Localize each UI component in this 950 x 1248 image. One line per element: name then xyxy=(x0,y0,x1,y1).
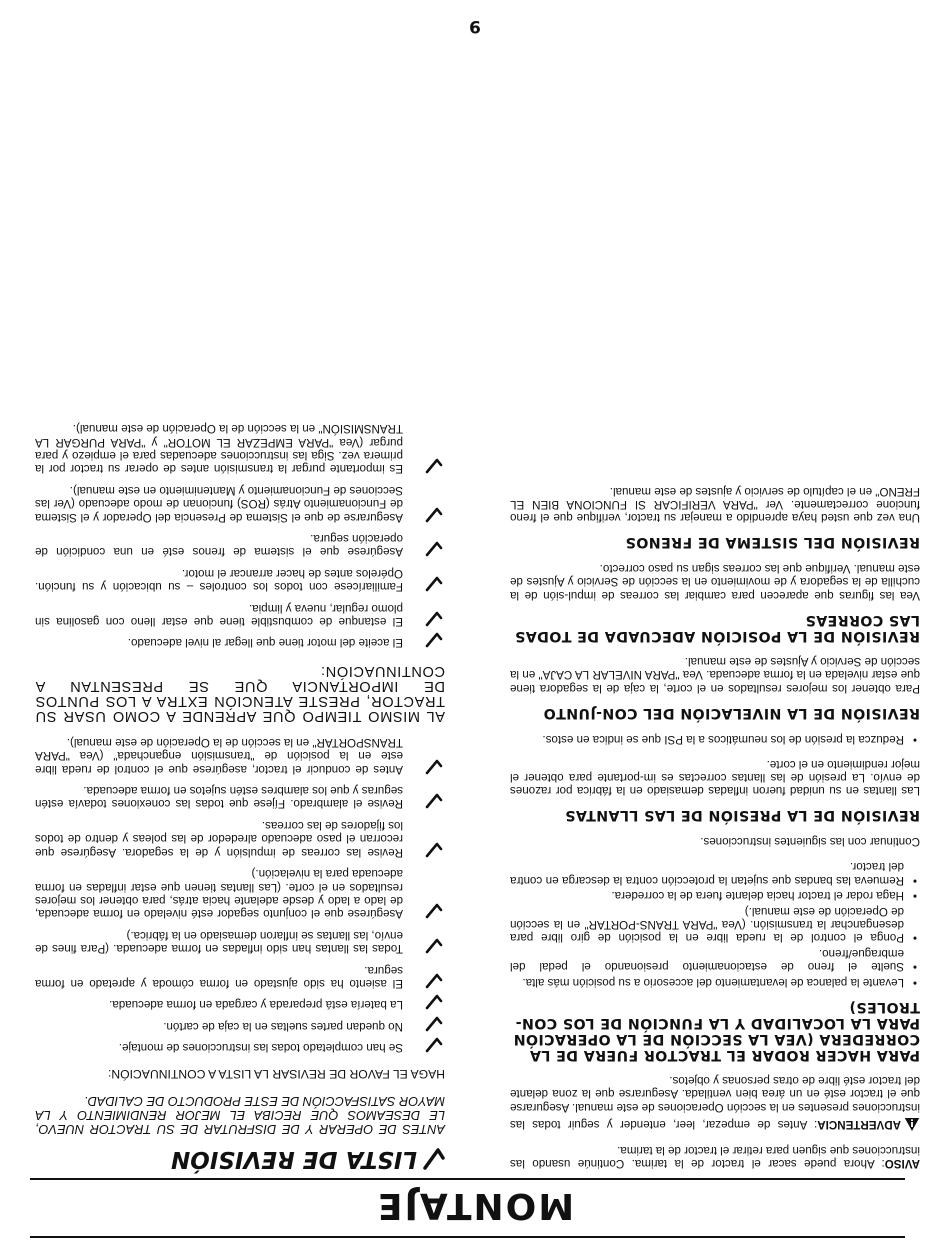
checklist-b xyxy=(35,422,445,650)
checkmark-icon xyxy=(417,1148,445,1170)
checklist-item xyxy=(35,928,445,955)
section-title-nivelacion: REVISIÓN DE LA NIVELACIÓN DEL CON-JUNTO xyxy=(543,704,920,721)
nivelacion-text: Para obtener los mejores resultados en el corte, la caja de la segadora tiene que estar nivelada en la forma adecuada. Vea "PARA NIVELAR LA CAJA" en la sección de Servicio y Ajustes de este manual. xyxy=(510,655,920,695)
header-bottom-rule xyxy=(30,1178,905,1180)
checklist-item-text: Asegúrese que el conjunto segador esté nivelado en forma adecuada, de lado a lado y desde adelante hacia atrás, para obtener los mejores resultados en el corte. (Las llantas tienen que estar infladas en forma adecuada para la nivelación.) xyxy=(35,867,403,921)
aviso-paragraph xyxy=(510,1143,920,1170)
list-item: • Remueva las bandas que sujetan la protección contra la descarga en contra del tractor. xyxy=(510,860,920,887)
checkmark-icon xyxy=(425,903,443,919)
checkmark-icon xyxy=(425,611,443,627)
checklist-item xyxy=(35,532,445,559)
checkmark-icon xyxy=(425,973,443,989)
aviso-text: : Ahora puede sacar el tractor de la tarima. Continúe usando las instrucciones que siguen para retirar el tractor de la tarima. xyxy=(510,1143,920,1170)
checkmark-icon xyxy=(425,1016,443,1032)
checkmark-icon xyxy=(425,759,443,775)
checklist-item xyxy=(35,566,445,593)
checklist-item xyxy=(35,867,445,921)
continue-note: Continuar con las siguientes instrucciones. xyxy=(700,834,920,848)
checklist-item-text: No quedan partes sueltas en la caja de cartón. xyxy=(163,1019,403,1033)
checkmark-icon xyxy=(425,632,443,648)
checkmark-icon xyxy=(425,541,443,557)
llantas-bullet-list xyxy=(510,733,920,746)
checklist-item-text: El aceite del motor tiene que llegar al nivel adecuado. xyxy=(127,636,403,650)
checklist-item xyxy=(35,422,445,476)
list-item: • Haga rodar el tractor hacia delante fuera de la corredera. xyxy=(510,889,920,902)
checkmark-icon xyxy=(425,458,443,474)
checklist-intro: ANTES DE OPERAR Y DE DISFRUTAR DE SU TRACTOR NUEVO, LE DESEAMOS QUE RECIBA EL MEJOR RENDIMIENTO Y LA MAYOR SATISFACCIÓN DE ESTE PRODUCTO DE CALIDAD. xyxy=(35,1093,445,1137)
checkmark-icon xyxy=(425,507,443,523)
checklist-item-text: Es importante purgar la transmisión antes de operar su tractor por la primera vez. Siga las instrucciones adecuadas para el empiezo y para purgar (Vea "PARA EMPEZAR EL MOTOR" y "PARA PURGAR LA TRANSMISIÓN" en la sección de la Operación de este manual). xyxy=(35,422,403,476)
checklist-item xyxy=(35,998,445,1011)
checklist-item-text: Revise las correas de impulsión y de la segadora. Asegúrese que recorran el paso adecuado alrededor de las poleas y dentro de todos los fijadores de las correas. xyxy=(35,818,403,859)
checkmark-icon xyxy=(425,1037,443,1053)
warning-triangle-icon xyxy=(904,1114,920,1132)
attention-heading: AL MISMO TIEMPO QUE APRENDE A COMO USAR SU TRACTOR, PRESTE ATENCIÓN EXTRA A LOS PUNTOS DE IMPORTANCIA QUE SE PRESENTAN A CONTINUACIÓN: xyxy=(35,663,445,725)
list-item: • Suelte el freno de estacionamiento presionando el pedal del embrague/freno. xyxy=(510,946,920,973)
checklist-item-text: Antes de conducir el tractor, asegúrese que el control de rueda libre este en la posición de "transmisión enganchada" (Vea "PARA TRANSPORTAR" en la sección de la Operación de este manual). xyxy=(35,735,403,776)
section-title-llantas: REVISIÓN DE LA PRESIÓN DE LAS LLANTAS xyxy=(564,807,920,824)
checklist-item-text: Se han completado todas las instrucciones de montaje. xyxy=(118,1041,403,1055)
column-left xyxy=(510,473,920,1170)
checklist-item xyxy=(35,963,445,990)
page-number: 9 xyxy=(469,16,481,36)
checklist-item xyxy=(35,1041,445,1054)
checklist-item-text: Todas las llantas han sido infladas en forma adecuada. (Para fines de envío, las llantas se inflaron demasiado en la fábrica.) xyxy=(35,928,403,956)
checklist-item xyxy=(35,735,445,775)
list-item: • Ponga el control de la rueda libre en la posición de giro libre para desenganchar la transmisión. (Vea "PARA TRANS-PORTAR" en la sección de Operación de este manual.) xyxy=(510,904,920,944)
checklist-item-text: Asegurarse de que el Sistema de Presencia del Operador y el Sistema de Funcionamiento Atrás (ROS) funcionan de modo adecuado (Ver las Secciones de Funcionamiento y Mantenimiento en este manual). xyxy=(35,483,403,524)
checklist-a xyxy=(35,735,445,1054)
checklist-item xyxy=(35,819,445,859)
advertencia-label: ADVERTENCIA xyxy=(817,1118,901,1132)
header-top-rule xyxy=(30,1236,905,1238)
column-right xyxy=(35,410,445,1173)
checklist-item xyxy=(35,1019,445,1032)
checkmark-icon xyxy=(425,938,443,954)
checklist-item-text: El asiento ha sido ajustado en forma cómoda y apretado en forma segura. xyxy=(35,963,403,990)
section-title-correas: REVISIÓN DE LA POSICIÓN ADECUADA DE TODAS LAS CORREAS xyxy=(514,611,920,644)
advertencia-paragraph xyxy=(510,1074,920,1133)
llantas-text: Las llantas en su unidad fueron infladas demasiado en la fábrica por razones de envío. La presión de las llantas correctas es im-portante para obtener el mejor rendimiento en el corte. xyxy=(510,757,920,798)
correas-text: Vea las figuras que aparecen para cambiar las correas de impul-sión de la cuchilla de la segadora y de movimiento en la sección de Servicio y Ajustes de este manual. Verifique que las correas sigan su paso correcto. xyxy=(510,561,920,602)
checklist-item-text: Revise el alambrado. Fíjese que todas las conexiones todavía estén seguras y que los alambres estén sujetos en forma adecuada. xyxy=(35,784,403,811)
checklist-item xyxy=(35,601,445,628)
list-item: • Reduzca la presión de los neumáticos a la PSI que se indica en estos. xyxy=(510,733,920,746)
checkmark-icon xyxy=(425,994,443,1010)
checkmark-icon xyxy=(425,794,443,810)
checklist-item-text: La batería está preparada y cargada en forma adecuada. xyxy=(109,998,403,1012)
section-title-rodar: PARA HACER RODAR EL TRACTOR FUERA DE LA CORREDERA (VEA LA SECCIÓN DE LA OPERACIÓN PARA LA LOCALIDAD Y LA FUNCIÓN DE LOS CON-TROLES) xyxy=(513,998,920,1063)
page-title: MONTAJE xyxy=(375,1185,575,1226)
checklist-title-text: LISTA DE REVISIÓN xyxy=(170,1146,417,1173)
list-item: • Levante la palanca de levantamiento del accesorio a su posición más alta. xyxy=(510,975,920,988)
checklist-item xyxy=(35,483,445,523)
advertencia-text: : Antes de empezar, leer, entender y seguir todas las instrucciones presentes en la sección Operaciones de este manual. Asegurarse que el tractor esté en un área bien ventilada. Asegurarse que la zona delante del tractor esté libre de otras personas y objetos. xyxy=(510,1073,920,1132)
checkmark-icon xyxy=(425,576,443,592)
checklist-item-text: El estanque de combustible tiene que estar lleno con gasolina sin plomo regular, nueva y limpia. xyxy=(35,601,403,629)
rodar-bullet-list xyxy=(510,860,920,989)
checklist-item xyxy=(35,784,445,811)
checklist-item-text: Familiarícese con todos los controles – su ubicación y su función. Opérelos antes de hacer arrancar el motor. xyxy=(35,566,403,594)
checklist-title xyxy=(35,1146,445,1173)
frenos-text: Una vez que usted haya aprendido a manejar su tractor, verifique que el freno funcione correctamente. Ver "PARA VERIFICAR SI FUNCIONA BIEN EL FRENO" en el capítulo de servicio y ajustes de este manual. xyxy=(510,484,920,525)
aviso-label: AVISO xyxy=(884,1157,920,1170)
checklist-item-text: Asegúrese que el sistema de frenos esté en una condición de operación segura. xyxy=(35,532,403,559)
checklist-instruction: HAGA EL FAVOR DE REVISAR LA LISTA A CONTINUACIÓN: xyxy=(107,1066,445,1081)
checklist-item xyxy=(35,636,445,649)
section-title-frenos: REVISIÓN DEL SISTEMA DE FRENOS xyxy=(625,534,920,551)
checkmark-icon xyxy=(425,842,443,858)
